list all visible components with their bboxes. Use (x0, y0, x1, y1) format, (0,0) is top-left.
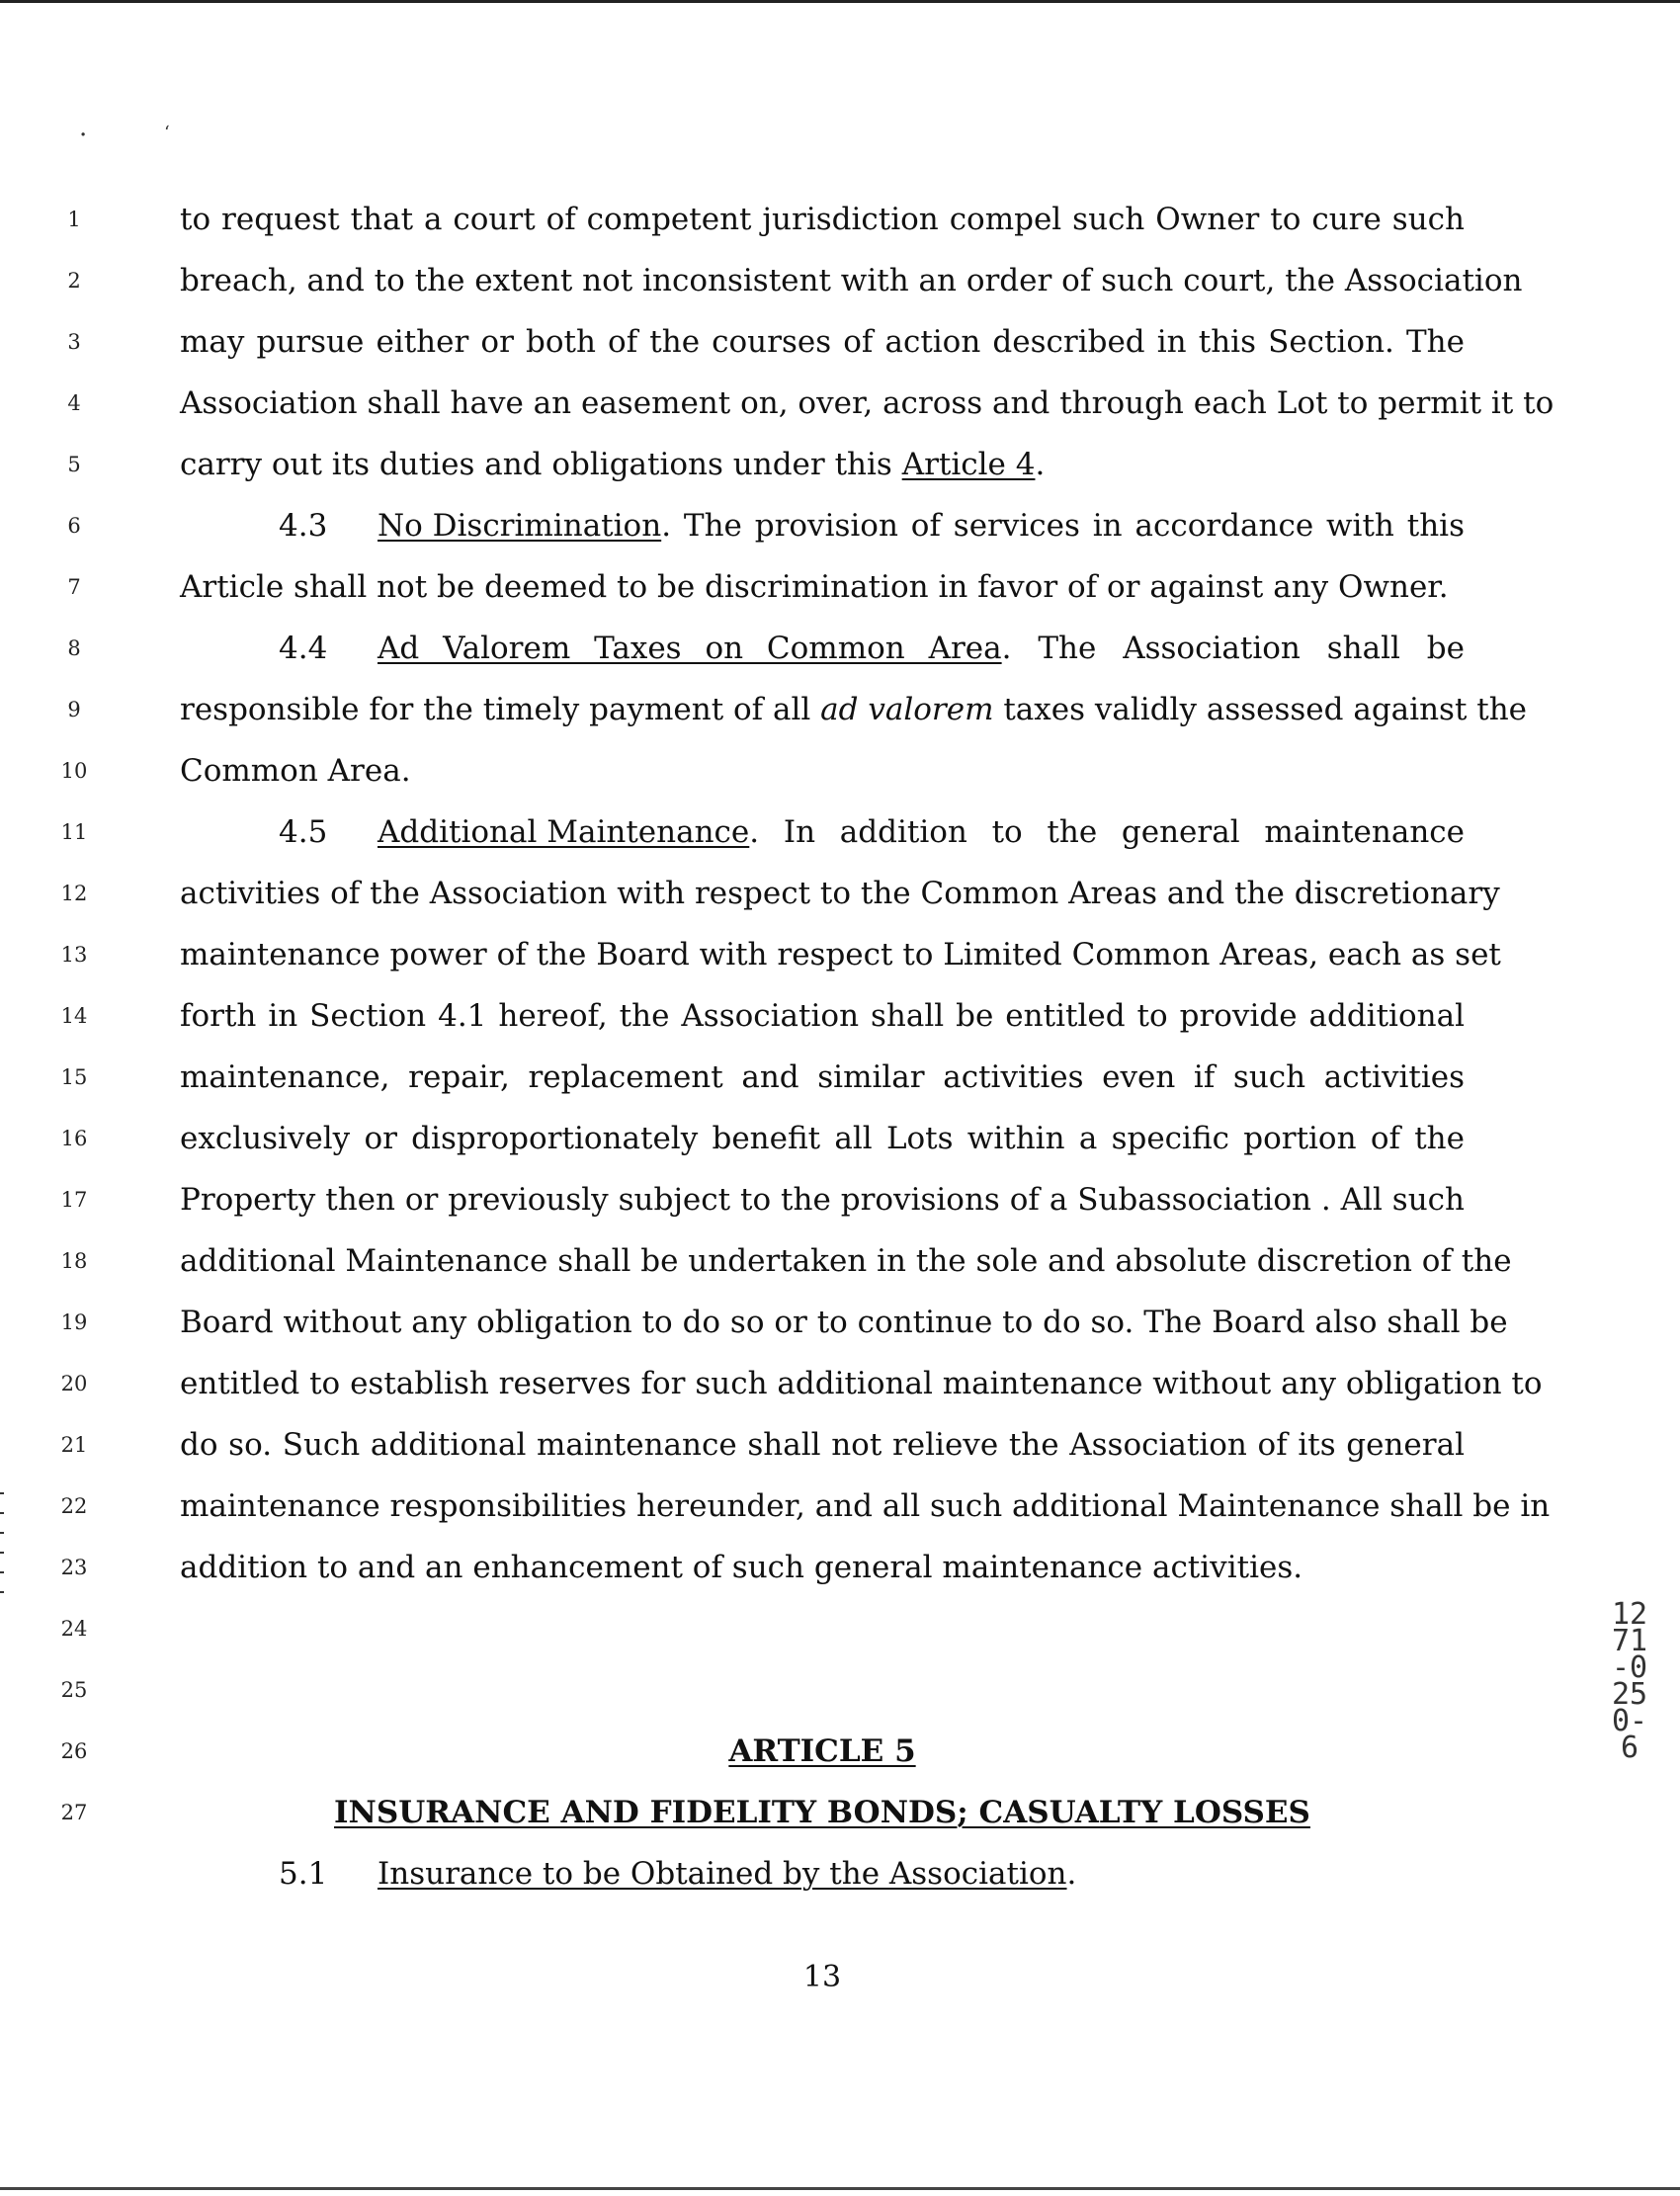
line-number: 8 (67, 636, 81, 660)
text-run: . The Association shall be (1001, 631, 1465, 666)
indent (180, 812, 279, 852)
bottom-border (0, 2187, 1680, 2190)
line-number: 25 (60, 1678, 88, 1702)
line-number: 14 (60, 1004, 88, 1028)
line-number: 26 (60, 1739, 88, 1763)
section-heading: Ad Valorem Taxes on Common Area (378, 631, 1002, 666)
scan-speck: · (79, 121, 88, 150)
text-line: forth in Section 4.1 hereof, the Association shall be entitled to provide additional (180, 998, 1465, 1034)
recording-stamp: 1271-0250-6 (1611, 1597, 1648, 1765)
line-number: 9 (67, 698, 81, 721)
text-run: carry out its duties and obligations under this (180, 447, 902, 482)
line-number: 27 (60, 1801, 88, 1824)
line-number: 11 (60, 820, 88, 844)
section-heading: Insurance to be Obtained by the Association (378, 1856, 1067, 1892)
text-line: Common Area. (180, 753, 411, 789)
text-line: additional Maintenance shall be undertaken in the sole and absolute discretion of the (180, 1243, 1512, 1279)
top-border (0, 0, 1680, 3)
line-number: 23 (60, 1556, 88, 1579)
article-title: ARTICLE 5 (728, 1733, 916, 1769)
section-number: 4.4 (279, 631, 328, 666)
line-number: 19 (60, 1310, 88, 1334)
scan-mark (0, 1512, 4, 1514)
text-line: breach, and to the extent not inconsistent with an order of such court, the Association (180, 263, 1523, 298)
line-number: 4 (67, 391, 81, 415)
line-number: 13 (60, 943, 88, 967)
scan-speck: ʻ (164, 123, 170, 143)
line-number: 16 (60, 1127, 88, 1150)
text-line (180, 690, 1528, 729)
text-run: . (1066, 1856, 1077, 1892)
text-line: Property then or previously subject to the provisions of a Subassociation . All such (180, 1182, 1465, 1218)
text-line: addition to and an enhancement of such general maintenance activities. (180, 1550, 1303, 1585)
line-number: 18 (60, 1249, 88, 1273)
text-line: maintenance responsibilities hereunder, and all such additional Maintenance shall be in (180, 1488, 1551, 1524)
scan-mark (0, 1591, 4, 1593)
text-line: to request that a court of competent jurisdiction compel such Owner to cure such (180, 202, 1465, 237)
text-line: do so. Such additional maintenance shall not relieve the Association of its general (180, 1427, 1465, 1463)
page-number: 13 (802, 1960, 842, 1994)
indent (180, 1854, 279, 1894)
text-run: . The provision of services in accordance with this (661, 508, 1465, 544)
section-number: 5.1 (279, 1856, 328, 1892)
line-number: 22 (60, 1494, 88, 1518)
italic-term: ad valorem (820, 692, 994, 727)
line-number: 24 (60, 1617, 88, 1641)
line-number: 1 (67, 208, 81, 231)
scan-mark (0, 1571, 4, 1573)
text-line: entitled to establish reserves for such additional maintenance without any obligation to (180, 1366, 1543, 1401)
section-number: 4.3 (279, 508, 328, 544)
text-run: . In addition to the general maintenance (749, 814, 1465, 850)
line-number: 6 (67, 514, 81, 538)
indent (180, 506, 279, 546)
section-4-5-heading-line (180, 812, 1465, 852)
text-line: Board without any obligation to do so or to continue to do so. The Board also shall be (180, 1305, 1508, 1340)
scan-mark (0, 1532, 4, 1534)
section-4-3-heading-line (180, 506, 1465, 546)
text-line: maintenance power of the Board with respect to Limited Common Areas, each as set (180, 937, 1501, 972)
article-subtitle-line (180, 1793, 1465, 1832)
section-heading: Additional Maintenance (378, 814, 750, 850)
text-line: may pursue either or both of the courses of action described in this Section. The (180, 324, 1465, 360)
indent (180, 629, 279, 668)
text-line: Article shall not be deemed to be discrimination in favor of or against any Owner. (180, 569, 1449, 605)
text-line: activities of the Association with respect to the Common Areas and the discretionary (180, 876, 1500, 911)
article-title-line (180, 1731, 1465, 1771)
text-line: exclusively or disproportionately benefit all Lots within a specific portion of the (180, 1121, 1465, 1156)
article-subtitle: INSURANCE AND FIDELITY BONDS; CASUALTY LOSSES (334, 1795, 1310, 1830)
text-line: Association shall have an easement on, over, across and through each Lot to permit it to (180, 385, 1554, 421)
section-number: 4.5 (279, 814, 328, 850)
scan-mark (0, 1492, 4, 1494)
section-heading: No Discrimination (378, 508, 662, 544)
line-number: 10 (60, 759, 88, 783)
line-number: 7 (67, 575, 81, 599)
line-number: 12 (60, 882, 88, 905)
section-5-1-heading-line (180, 1854, 1465, 1894)
article-4-reference: Article 4 (901, 447, 1036, 482)
text-line: maintenance, repair, replacement and similar activities even if such activities (180, 1059, 1465, 1095)
line-number: 21 (60, 1433, 88, 1457)
text-run: responsible for the timely payment of all (180, 692, 821, 727)
text-run: taxes validly assessed against the (993, 692, 1528, 727)
line-number: 20 (60, 1372, 88, 1395)
line-number: 2 (67, 269, 81, 293)
line-number: 3 (67, 330, 81, 354)
text-run: . (1035, 447, 1046, 482)
text-line (180, 445, 1465, 484)
section-4-4-heading-line (180, 629, 1465, 668)
line-number: 5 (67, 453, 81, 476)
line-number: 17 (60, 1188, 88, 1212)
line-number: 15 (60, 1065, 88, 1089)
scan-mark (0, 1552, 4, 1554)
